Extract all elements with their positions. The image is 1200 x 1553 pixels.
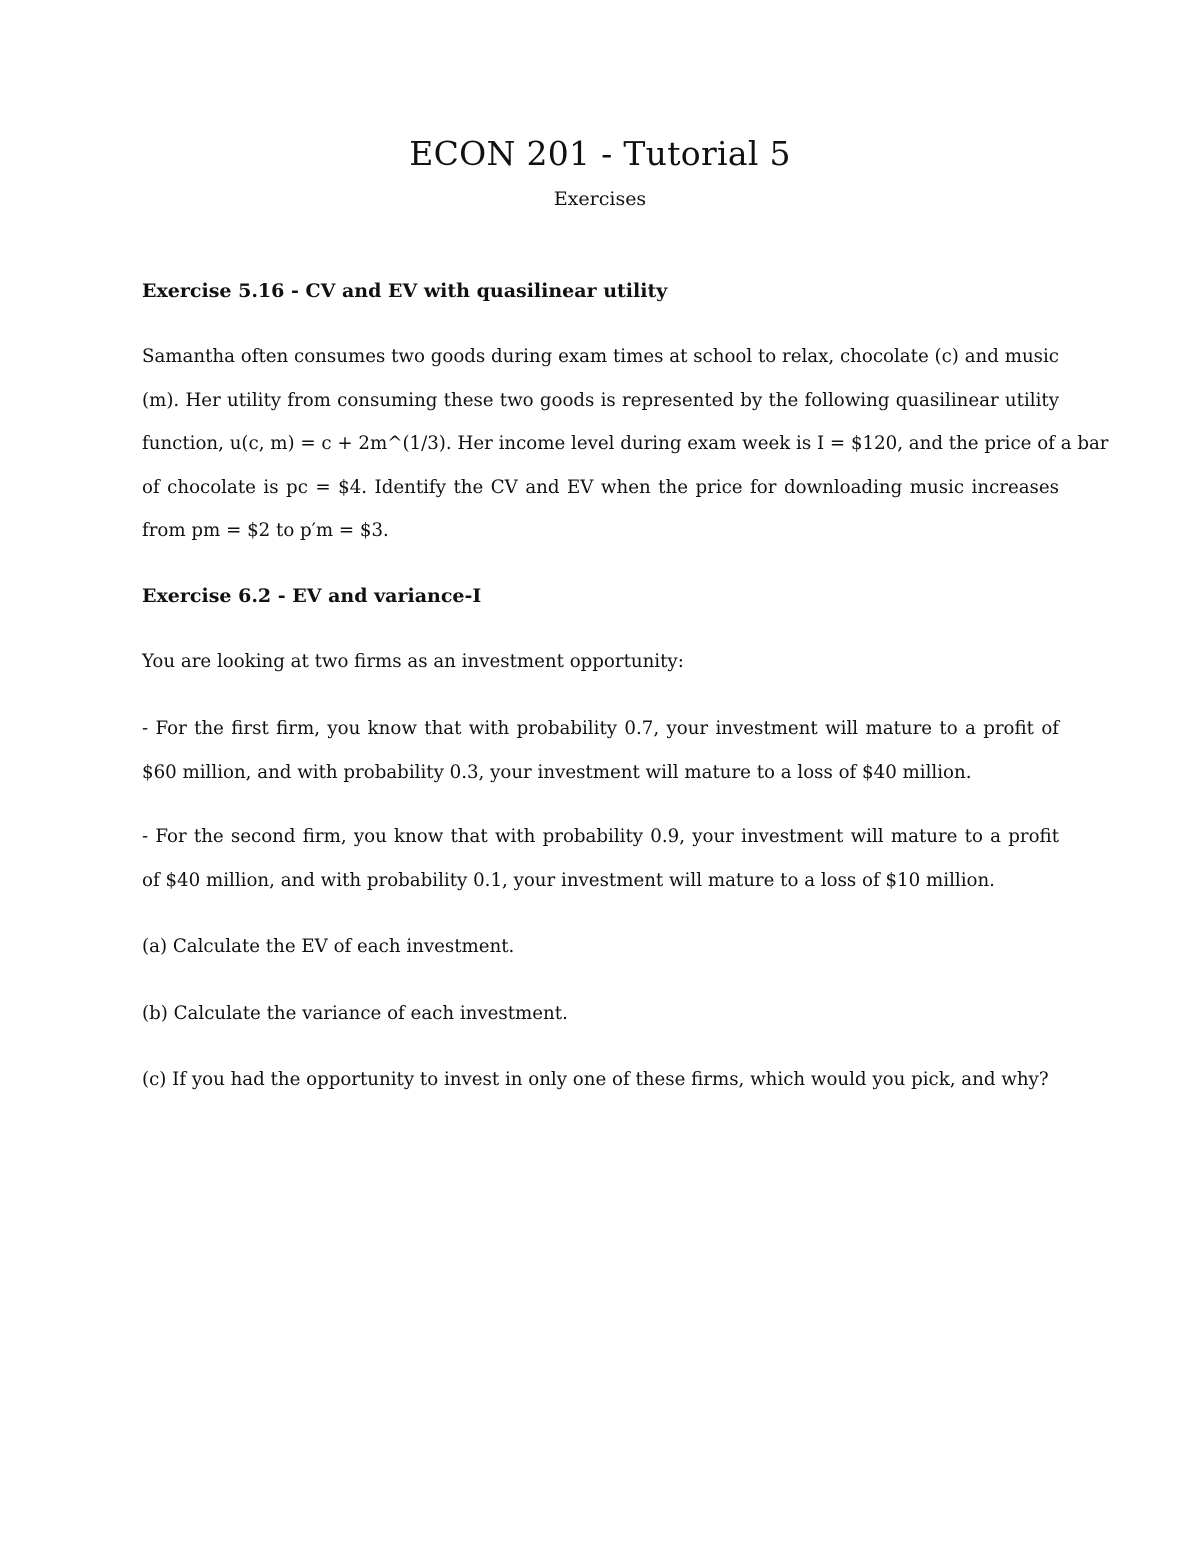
exercise-5-16-paragraph bbox=[142, 335, 1109, 553]
paragraph-line: - For the first firm, you know that with probability 0.7, your investment will mature to a profit of bbox=[142, 718, 1059, 739]
exercise-6-2-intro: You are looking at two firms as an investment opportunity: bbox=[142, 651, 684, 672]
page-subtitle: Exercises bbox=[553, 188, 647, 210]
question-a: (a) Calculate the EV of each investment. bbox=[142, 936, 515, 957]
paragraph-line: from pm = $2 to p′m = $3. bbox=[142, 520, 389, 541]
paragraph-line: Samantha often consumes two goods during exam times at school to relax, chocolate (c) and music bbox=[142, 346, 1059, 367]
question-c: (c) If you had the opportunity to invest in only one of these firms, which would you pick, and why? bbox=[142, 1069, 1049, 1090]
paragraph-line: of chocolate is pc = $4. Identify the CV and EV when the price for downloading music increases bbox=[142, 476, 1059, 498]
exercise-6-2-heading: Exercise 6.2 - EV and variance-I bbox=[142, 585, 482, 607]
page-title: ECON 201 - Tutorial 5 bbox=[409, 134, 791, 173]
paragraph-line: - For the second firm, you know that with probability 0.9, your investment will mature to a profit bbox=[142, 826, 1059, 847]
paragraph-line: $60 million, and with probability 0.3, your investment will mature to a loss of $40 million. bbox=[142, 761, 972, 783]
question-b: (b) Calculate the variance of each investment. bbox=[142, 1003, 568, 1024]
paragraph-line: function, u(c, m) = c + 2m^(1/3). Her income level during exam week is I = $120, and the price of a bar bbox=[142, 433, 1109, 454]
paragraph-line: of $40 million, and with probability 0.1, your investment will mature to a loss of $10 million. bbox=[142, 869, 995, 891]
exercise-5-16-heading: Exercise 5.16 - CV and EV with quasilinear utility bbox=[142, 280, 668, 302]
paragraph-line: (m). Her utility from consuming these two goods is represented by the following quasilinear utility bbox=[142, 389, 1059, 411]
firm-1-paragraph bbox=[142, 707, 1059, 794]
firm-2-paragraph bbox=[142, 815, 1059, 902]
